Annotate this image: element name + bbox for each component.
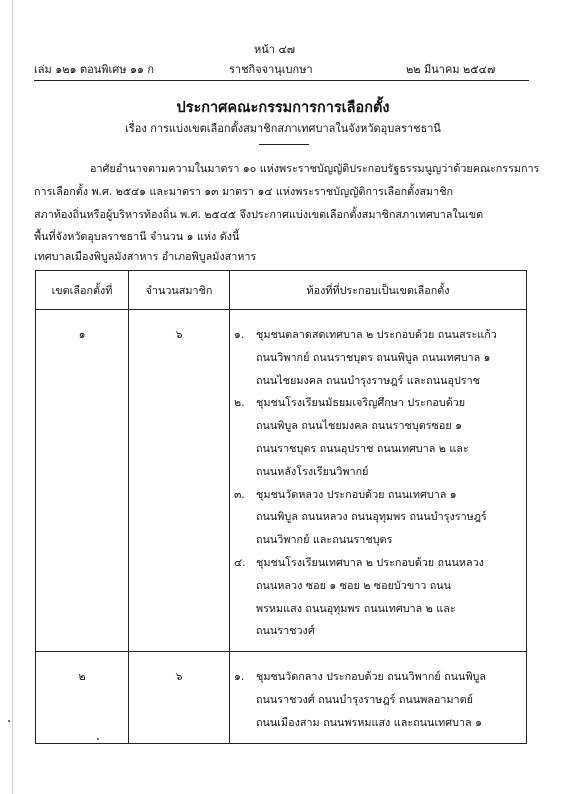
area-list bbox=[230, 652, 527, 743]
item-number: ๑. bbox=[234, 670, 245, 684]
publication-name: ราชกิจจานุเบกษา bbox=[229, 63, 313, 76]
district-number: ๑ bbox=[36, 310, 129, 652]
list-item bbox=[234, 392, 522, 483]
table-header-row bbox=[36, 271, 527, 310]
title-divider bbox=[259, 144, 309, 145]
list-item bbox=[234, 552, 522, 643]
list-item bbox=[234, 324, 522, 392]
publication-date: ๒๒ มีนาคม ๒๕๔๗ bbox=[406, 63, 496, 76]
item-number: ๒. bbox=[234, 396, 245, 410]
item-text: ชุมชนตลาดสดเทศบาล ๒ ประกอบด้วย ถนนสระแก้ว ถนนวิพากย์ ถนนราชบุตร ถนนพิบูล ถนนเทศบาล ๑ ถนนไชยมงคล ถนนบำรุงราษฎร์ และถนนอุปราช bbox=[256, 328, 497, 387]
scan-speck bbox=[97, 738, 99, 740]
page-number: หน้า ๔๗ bbox=[254, 43, 296, 56]
body-line: การเลือกตั้ง พ.ศ. ๒๕๔๑ และมาตรา ๑๓ มาตรา ๑๔ แห่งพระราชบัญญัติการเลือกตั้งสมาชิก bbox=[34, 185, 454, 198]
column-header-areas: ท้องที่ที่ประกอบเป็นเขตเลือกตั้ง bbox=[230, 271, 527, 310]
header-rule bbox=[34, 80, 529, 81]
electoral-district-table bbox=[35, 270, 527, 744]
item-number: ๓. bbox=[234, 487, 245, 501]
area-list bbox=[230, 310, 527, 652]
announcement-subject: เรื่อง การแบ่งเขตเลือกตั้งสมาชิกสภาเทศบาลในจังหวัดอุบลราชธานี bbox=[125, 122, 441, 135]
column-header-district: เขตเลือกตั้งที่ bbox=[36, 271, 129, 310]
volume-issue: เล่ม ๑๒๑ ตอนพิเศษ ๑๑ ก bbox=[34, 63, 155, 76]
list-item bbox=[234, 484, 522, 552]
body-line: พื้นที่จังหวัดอุบลราชธานี จำนวน ๑ แห่ง ดังนี้ bbox=[34, 230, 240, 243]
scan-speck bbox=[8, 720, 10, 722]
column-header-members: จำนวนสมาชิก bbox=[129, 271, 230, 310]
list-item bbox=[234, 666, 522, 734]
item-text: ชุมชนโรงเรียนเทศบาล ๒ ประกอบด้วย ถนนหลวง ถนนหลวง ซอย ๑ ซอย ๒ ซอยบัวขาว ถนน พรหมแสง ถนนอุทุมพร ถนนเทศบาล ๒ และ ถนนราชวงศ์ bbox=[256, 555, 484, 638]
district-number: ๒ bbox=[36, 652, 129, 743]
member-count: ๖ bbox=[129, 310, 230, 652]
item-number: ๑. bbox=[234, 328, 245, 341]
municipality-heading: เทศบาลเมืองพิบูลมังสาหาร อำเภอพิบูลมังสาหาร bbox=[34, 250, 257, 263]
item-text: ชุมชนวัดกลาง ประกอบด้วย ถนนวิพากย์ ถนนพิบูล ถนนราชวงศ์ ถนนบำรุงราษฎร์ ถนนพลอามาตย์ ถนนเมืองสาม ถนนพรหมแสง และถนนเทศบาล ๑ bbox=[256, 670, 487, 729]
item-text: ชุมชนวัดหลวง ประกอบด้วย ถนนเทศบาล ๑ ถนนพิบูล ถนนหลวง ถนนอุทุมพร ถนนบำรุงราษฎร์ ถนนวิพากย์ และถนนราชบุตร bbox=[256, 487, 487, 547]
table-row bbox=[36, 652, 527, 743]
member-count: ๖ bbox=[129, 652, 230, 743]
announcement-title: ประกาศคณะกรรมการการเลือกตั้ง bbox=[176, 99, 390, 116]
table-row bbox=[36, 310, 527, 652]
body-line: สภาท้องถิ่นหรือผู้บริหารท้องถิ่น พ.ศ. ๒๕๔๕ จึงประกาศแบ่งเขตเลือกตั้งสมาชิกสภาเทศบาลในเขต bbox=[34, 208, 484, 221]
item-number: ๔. bbox=[234, 555, 246, 569]
item-text: ชุมชนโรงเรียนมัธยมเจริญศึกษา ประกอบด้วย ถนนพิบูล ถนนไชยมงคล ถนนราชบุตรซอย ๑ ถนนราชบุตร ถนนอุปราช ถนนเทศบาล ๒ และ ถนนหลังโรงเรียนวิพากย์ bbox=[256, 396, 469, 478]
body-line: อาศัยอำนาจตามความในมาตรา ๑๐ แห่งพระราชบัญญัติประกอบรัฐธรรมนูญว่าด้วยคณะกรรมการ bbox=[90, 162, 540, 175]
